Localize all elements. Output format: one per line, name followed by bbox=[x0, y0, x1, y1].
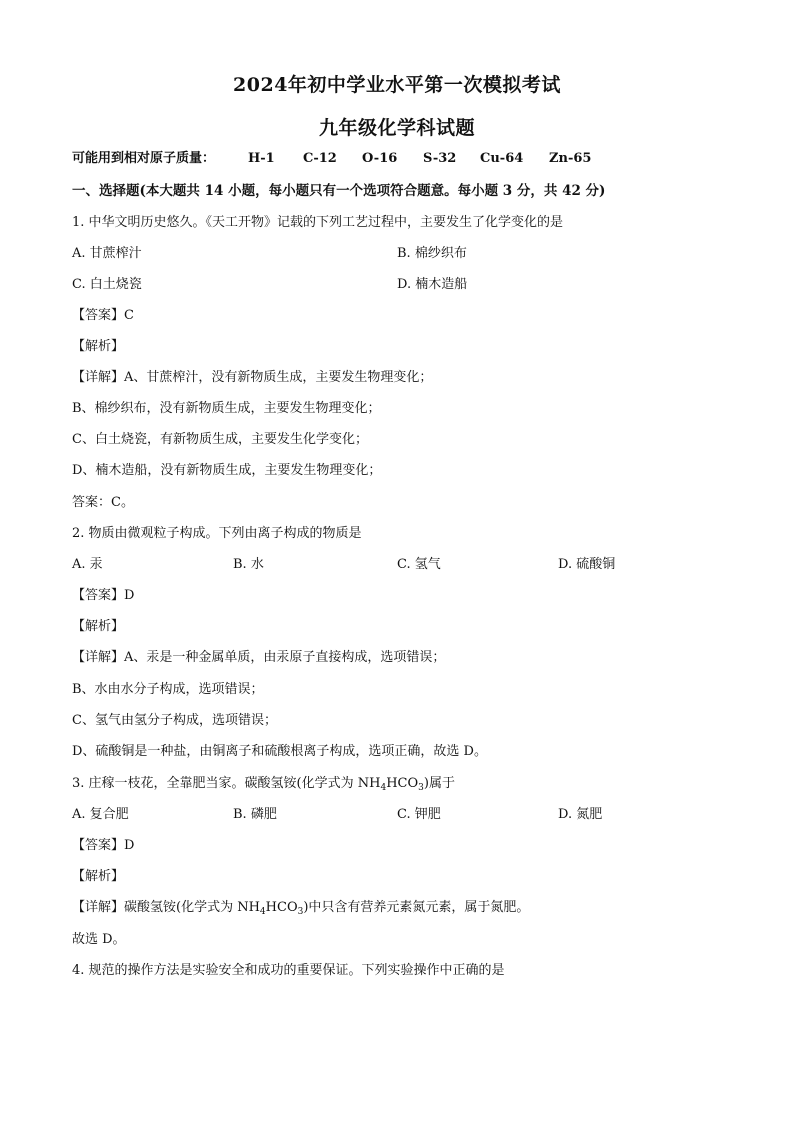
q2-detail-line: B、水由水分子构成，选项错误； bbox=[72, 682, 264, 697]
q1-detail-line: B、棉纱织布，没有新物质生成，主要发生物理变化； bbox=[72, 401, 381, 416]
question-3-stem bbox=[72, 775, 732, 797]
atomic-mass-line bbox=[72, 150, 732, 168]
exam-title: 2024年初中学业水平第一次模拟考试 bbox=[233, 74, 561, 96]
exam-subtitle: 九年级化学科试题 bbox=[318, 117, 475, 139]
atomic-mass-item: Zn-65 bbox=[549, 151, 592, 166]
q1-detail-line: 答案：C。 bbox=[72, 495, 134, 510]
q2-option-d: D. 硫酸铜 bbox=[558, 557, 616, 572]
q1-detail-line: 【详解】A、甘蔗榨汁，没有新物质生成，主要发生物理变化； bbox=[72, 370, 433, 385]
q3-option-a: A. 复合肥 bbox=[72, 807, 129, 822]
q1-analysis: 【解析】 bbox=[72, 339, 125, 354]
q3-subscript: 4 bbox=[380, 783, 387, 793]
question-4-stem: 4. 规范的操作方法是实验安全和成功的重要保证。下列实验操作中正确的是 bbox=[72, 963, 505, 978]
q3-conclusion: 故选 D。 bbox=[72, 932, 126, 947]
question-1-stem: 1. 中华文明历史悠久。《天工开物》记载的下列工艺过程中，主要发生了化学变化的是 bbox=[72, 215, 564, 230]
q3-stem-text: HCO bbox=[386, 776, 419, 791]
q2-detail-line: 【详解】A、汞是一种金属单质，由汞原子直接构成，选项错误； bbox=[72, 650, 446, 665]
section-heading: 一、选择题(本大题共 14 小题，每小题只有一个选项符合题意。每小题 3 分，共 42 分) bbox=[72, 183, 606, 199]
question-2-stem: 2. 物质由微观粒子构成。下列由离子构成的物质是 bbox=[72, 526, 362, 541]
atomic-mass-label: 可能用到相对原子质量： bbox=[72, 151, 216, 166]
q3-detail-text: )中只含有营养元素氮元素，属于氮肥。 bbox=[303, 900, 530, 915]
atomic-mass-item: H-1 bbox=[248, 151, 275, 166]
q3-subscript: 3 bbox=[418, 783, 424, 793]
q3-detail-line bbox=[72, 899, 732, 921]
q2-answer: 【答案】D bbox=[72, 588, 135, 603]
q2-option-b: B. 水 bbox=[233, 557, 264, 572]
q2-detail-line: D、硫酸铜是一种盐，由铜离子和硫酸根离子构成，选项正确，故选 D。 bbox=[72, 744, 487, 759]
q1-answer: 【答案】C bbox=[72, 308, 134, 323]
q1-detail-line: D、楠木造船，没有新物质生成，主要发生物理变化； bbox=[72, 463, 382, 478]
q2-detail-line: C、氢气由氢分子构成，选项错误； bbox=[72, 713, 277, 728]
atomic-mass-item: Cu-64 bbox=[480, 151, 524, 166]
q1-option-d: D. 楠木造船 bbox=[397, 277, 468, 292]
q3-stem-text: )属于 bbox=[423, 776, 455, 791]
q3-analysis: 【解析】 bbox=[72, 869, 125, 884]
atomic-mass-item: S-32 bbox=[423, 151, 457, 166]
q3-subscript: 4 bbox=[259, 907, 266, 917]
q1-detail-line: C、白土烧瓷，有新物质生成，主要发生化学变化； bbox=[72, 432, 368, 447]
q3-detail-text: 【详解】碳酸氢铵(化学式为 NH bbox=[72, 900, 260, 915]
q2-option-a: A. 汞 bbox=[72, 557, 103, 572]
q3-option-d: D. 氮肥 bbox=[558, 807, 603, 822]
q3-stem-text: 3. 庄稼一枝花，全靠肥当家。碳酸氢铵(化学式为 NH bbox=[72, 776, 381, 791]
q3-option-b: B. 磷肥 bbox=[233, 807, 277, 822]
q2-option-c: C. 氢气 bbox=[397, 557, 441, 572]
q3-option-c: C. 钾肥 bbox=[397, 807, 441, 822]
q1-option-c: C. 白土烧瓷 bbox=[72, 277, 142, 292]
q3-detail-text: HCO bbox=[265, 900, 298, 915]
q3-answer: 【答案】D bbox=[72, 838, 135, 853]
q1-option-b: B. 棉纱织布 bbox=[397, 246, 467, 261]
atomic-mass-item: O-16 bbox=[362, 151, 398, 166]
q3-subscript: 3 bbox=[297, 907, 304, 917]
q2-analysis: 【解析】 bbox=[72, 619, 125, 634]
q1-option-a: A. 甘蔗榨汁 bbox=[72, 246, 142, 261]
atomic-mass-item: C-12 bbox=[303, 151, 337, 166]
